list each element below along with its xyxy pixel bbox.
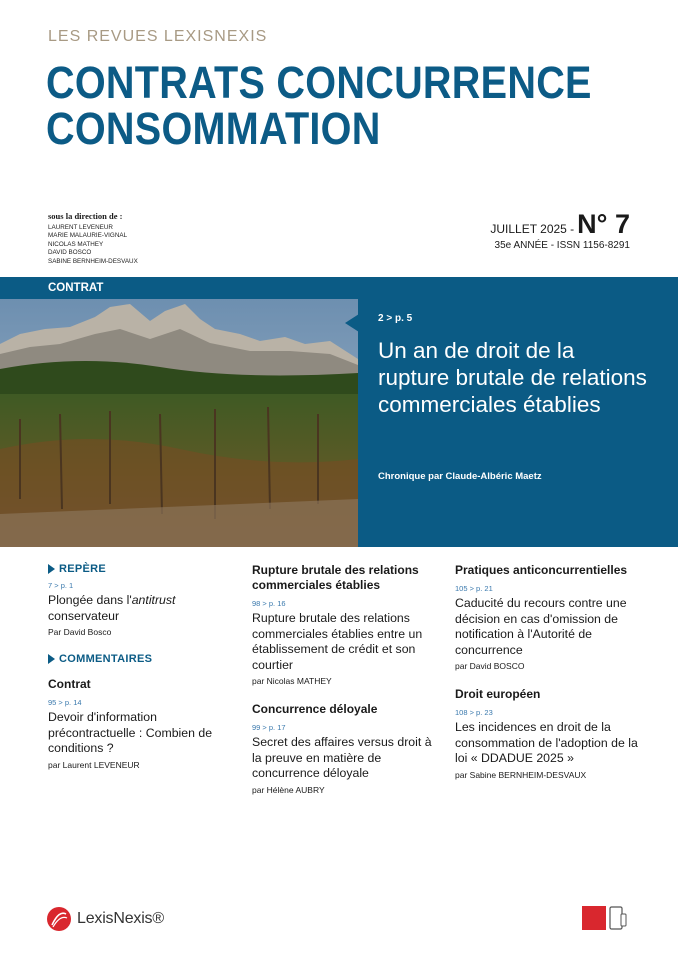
rubric-title: Contrat — [48, 677, 91, 691]
article-author: par Nicolas MATHEY — [252, 676, 332, 686]
series-label: LES REVUES LEXISNEXIS — [48, 28, 268, 45]
article-title: Caducité du recours contre une décision en cas d'omission de notification à l'Autorité de concurrence — [455, 596, 627, 657]
triangle-bullet-icon — [48, 564, 55, 574]
article-title: Devoir d'information précontractuelle : Combien de conditions ? — [48, 710, 213, 755]
toc-column-1 — [48, 563, 238, 770]
journal-title — [46, 57, 666, 154]
article-title: Les incidences en droit de la consommation de l'adoption de la loi « DDADUE 2025 » — [455, 720, 638, 765]
vineyard-photo — [0, 299, 358, 547]
feature-author: Chronique par Claude-Albéric Maetz — [378, 471, 542, 482]
journal-title-line2: CONSOMMATION — [46, 103, 381, 154]
commentaires-heading — [48, 653, 238, 665]
article-ref: 99 > p. 17 — [252, 723, 286, 732]
repere-ref: 7 > p. 1 — [48, 581, 74, 590]
lexisnexis-emblem-icon — [46, 906, 72, 932]
article-author: par Sabine BERNHEIM-DESVAUX — [455, 769, 587, 780]
tablet-phone-icon — [609, 906, 627, 930]
article-author: par Hélène AUBRY — [252, 784, 325, 795]
repere-title-part: conservateur — [48, 608, 120, 623]
article-title: Secret des affaires versus droit à la preuve en matière de concurrence déloyale — [252, 735, 432, 780]
repere-heading — [48, 563, 238, 575]
director-name: NICOLAS MATHEY — [48, 240, 104, 248]
repere-author: Par David Bosco — [48, 627, 112, 637]
repere-label: REPÈRE — [59, 563, 107, 575]
director-name: SABINE BERNHEIM-DESVAUX — [48, 257, 138, 265]
director-name: DAVID BOSCO — [48, 249, 92, 257]
feature-pointer — [345, 314, 359, 332]
issue-number: N° 7 — [577, 209, 630, 239]
section-tag: CONTRAT — [0, 277, 358, 299]
article-author: par Laurent LEVENEUR — [48, 759, 140, 770]
article-author: par David BOSCO — [455, 661, 525, 671]
director-name: LAURENT LEVENEUR — [48, 224, 113, 231]
journal-title-line1: CONTRATS CONCURRENCE — [46, 57, 592, 108]
article-title: Rupture brutale des relations commerciales établies entre un établissement de crédit et son courtier — [252, 611, 423, 672]
issue-info — [490, 211, 630, 251]
article-ref: 98 > p. 16 — [252, 599, 286, 608]
article-ref: 108 > p. 23 — [455, 708, 493, 717]
article-ref: 95 > p. 14 — [48, 698, 82, 707]
toc-column-2 — [252, 563, 442, 795]
triangle-bullet-icon — [48, 654, 55, 664]
feature-ref: 2 > p. 5 — [378, 313, 413, 324]
feature-title: Un an de droit de la rupture brutale de relations commerciales établies — [378, 338, 647, 417]
rubric-title: Concurrence déloyale — [252, 702, 378, 716]
logo-text: LexisNexis® — [77, 910, 164, 927]
direction-heading: sous la direction de : — [48, 211, 123, 221]
article-ref: 105 > p. 21 — [455, 584, 493, 593]
director-name: MARIE MALAURIE-VIGNAL — [48, 232, 128, 240]
rubric-title: Rupture brutale des relations commerciales établies — [252, 563, 419, 592]
kiosque-icon — [582, 906, 606, 930]
repere-title-part: Plongée dans l' — [48, 593, 132, 607]
rubric-title: Pratiques anticoncurrentielles — [455, 563, 628, 577]
lexisnexis-logo — [46, 906, 164, 932]
kiosque-badge — [582, 906, 627, 930]
rubric-title: Droit européen — [455, 687, 541, 701]
issue-date: JUILLET 2025 - — [490, 222, 575, 236]
toc-column-3 — [455, 563, 645, 780]
commentaires-label: COMMENTAIRES — [59, 653, 153, 665]
repere-title-emphasis: antitrust — [131, 593, 176, 607]
repere-title — [48, 593, 238, 624]
directors-list — [48, 224, 138, 266]
issue-meta: 35e ANNÉE - ISSN 1156-8291 — [494, 240, 630, 251]
